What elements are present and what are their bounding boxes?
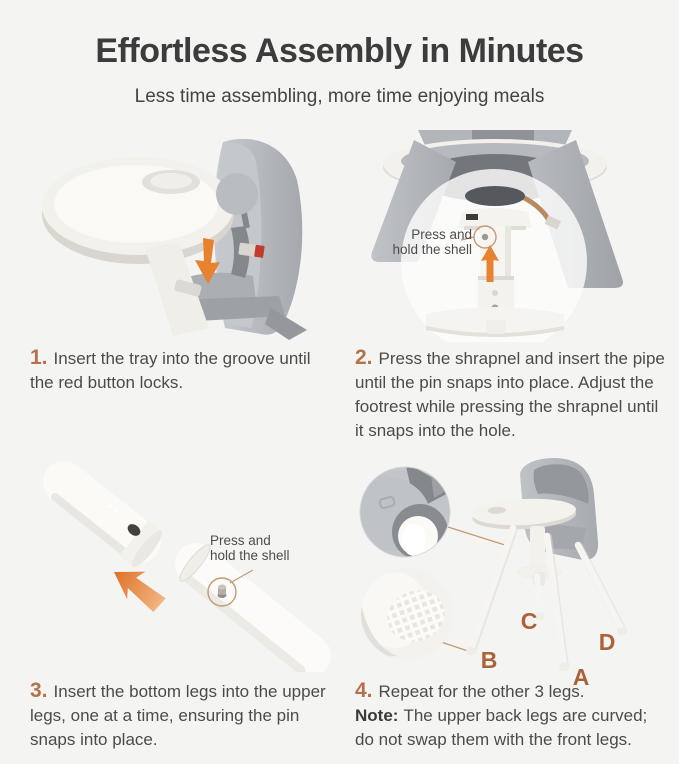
- leg-label-b: B: [480, 647, 498, 673]
- lower-leg-tube: [196, 564, 310, 656]
- step-4-note-text: The upper back legs are curved; do not swap them with the front legs.: [355, 706, 648, 749]
- leg-foot: [617, 627, 627, 635]
- center-post: [537, 576, 540, 614]
- step-4-caption: [355, 679, 667, 752]
- step-4-number: 4.: [355, 679, 373, 702]
- figure-full-chair: [350, 448, 674, 688]
- step-2-text: Press the shrapnel and insert the pipe until the pin snaps into place. Adjust the footrest while pressing the shrapnel until it snaps into the hole.: [355, 349, 665, 440]
- figure-footrest-installation: [354, 130, 660, 342]
- red-button: [254, 245, 265, 258]
- header: [0, 32, 679, 108]
- leg-foot: [559, 663, 569, 671]
- page-title: Effortless Assembly in Minutes: [95, 32, 584, 70]
- step-3-number: 3.: [30, 679, 48, 702]
- leg-label-d: D: [598, 629, 616, 655]
- press-hold-annotation: Press and hold the shell: [392, 227, 472, 257]
- figure-tray-installation: [25, 132, 335, 340]
- front-left-leg: [471, 528, 513, 650]
- leg-joint-inset: [360, 462, 454, 560]
- step-2-number: 2.: [355, 346, 373, 369]
- tray-installation-illustration: [25, 132, 335, 340]
- press-hold-annotation: Press and hold the shell: [210, 533, 290, 563]
- page-subtitle: Less time assembling, more time enjoying meals: [134, 86, 545, 107]
- figure-leg-assembly: [22, 450, 340, 672]
- full-chair-illustration: [350, 448, 674, 688]
- inset-leader-line-top: [448, 527, 508, 546]
- up-left-arrow-icon: [106, 558, 173, 616]
- step-1-number: 1.: [30, 346, 48, 369]
- step-4-text: Repeat for the other 3 legs.: [378, 682, 585, 701]
- step-3-caption: [30, 679, 335, 752]
- snap-pin: [482, 234, 488, 240]
- tray-notch: [216, 173, 258, 215]
- leg-foot: [466, 647, 476, 655]
- step-4-note-label: Note:: [355, 706, 399, 725]
- step-2-caption: [355, 346, 665, 443]
- leg-label-a: A: [572, 664, 590, 688]
- step-1-caption: [30, 346, 330, 395]
- foot-pad-inset: [360, 568, 458, 660]
- step-1-text: Insert the tray into the groove until the red button locks.: [30, 349, 311, 392]
- pin-hole: [492, 290, 498, 296]
- leg-label-c: C: [520, 608, 538, 634]
- step-3-text: Insert the bottom legs into the upper legs, one at a time, ensuring the pin snaps into place.: [30, 682, 326, 749]
- back-right-leg: [578, 545, 622, 630]
